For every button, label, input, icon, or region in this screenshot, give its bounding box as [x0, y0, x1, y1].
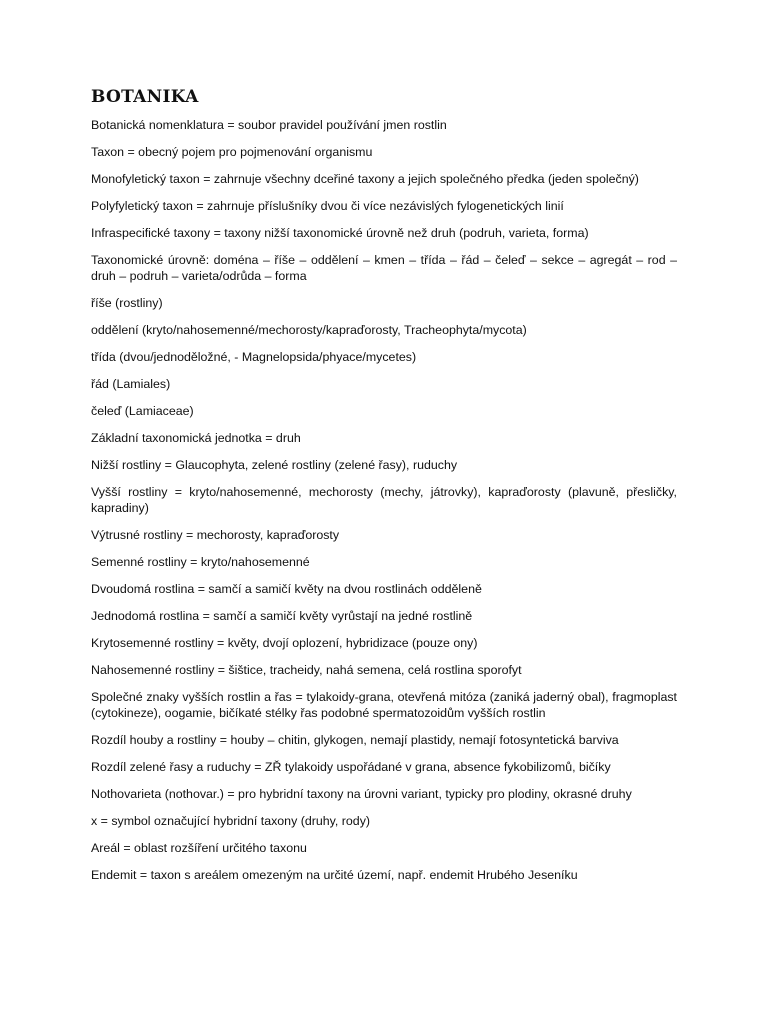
paragraph: Infraspecifické taxony = taxony nižší taxonomické úrovně než druh (podruh, varieta, forma) [91, 226, 589, 240]
paragraph: x = symbol označující hybridní taxony (druhy, rody) [91, 814, 371, 828]
paragraph: Jednodomá rostlina = samčí a samičí květy vyrůstají na jedné rostlině [91, 609, 473, 623]
paragraph: Polyfyletický taxon = zahrnuje příslušníky dvou či více nezávislých fylogenetických linií [91, 199, 564, 213]
document-title: BOTANIKA [91, 87, 199, 107]
paragraph: oddělení (kryto/nahosemenné/mechorosty/kapraďorosty, Tracheophyta/mycota) [91, 323, 527, 337]
paragraph: Dvoudomá rostlina = samčí a samičí květy na dvou rostlinách odděleně [91, 582, 482, 596]
paragraph: řád (Lamiales) [91, 377, 171, 391]
paragraph: Areál = oblast rozšíření určitého taxonu [91, 841, 307, 855]
paragraph: Výtrusné rostliny = mechorosty, kapraďorosty [91, 528, 340, 542]
document-content [91, 86, 677, 894]
paragraph: Endemit = taxon s areálem omezeným na určité území, např. endemit Hrubého Jeseníku [91, 868, 578, 882]
paragraph: Nižší rostliny = Glaucophyta, zelené rostliny (zelené řasy), ruduchy [91, 458, 458, 472]
paragraph: čeleď (Lamiaceae) [91, 404, 194, 418]
paragraph: Monofyletický taxon = zahrnuje všechny dceřiné taxony a jejich společného předka (jeden společný) [91, 172, 639, 186]
paragraph: Taxon = obecný pojem pro pojmenování organismu [91, 145, 373, 159]
paragraph: třída (dvou/jednoděložné, - Magnelopsida/phyace/mycetes) [91, 350, 417, 364]
paragraph: Botanická nomenklatura = soubor pravidel používání jmen rostlin [91, 118, 447, 132]
paragraph: Nothovarieta (nothovar.) = pro hybridní taxony na úrovni variant, typicky pro plodiny, okrasné druhy [91, 787, 632, 801]
paragraph: Rozdíl zelené řasy a ruduchy = ZŘ tylakoidy uspořádané v grana, absence fykobilizomů, bičíky [91, 760, 611, 774]
paragraph: Základní taxonomická jednotka = druh [91, 431, 301, 445]
paragraph: Taxonomické úrovně: doména – říše – oddělení – kmen – třída – řád – čeleď – sekce – agregát – rod – druh – podruh – varieta/odrůda – forma [91, 253, 677, 283]
paragraph: říše (rostliny) [91, 296, 163, 310]
paragraph: Rozdíl houby a rostliny = houby – chitin, glykogen, nemají plastidy, nemají fotosyntetická barviva [91, 733, 619, 747]
paragraph: Semenné rostliny = kryto/nahosemenné [91, 555, 310, 569]
paragraph: Společné znaky vyšších rostlin a řas = tylakoidy-grana, otevřená mitóza (zaniká jaderný obal), fragmoplast (cytokineze), oogamie, bičíkaté stélky řas podobné spermatozoidům vyšších rostlin [91, 690, 677, 720]
paragraph: Krytosemenné rostliny = květy, dvojí oplození, hybridizace (pouze ony) [91, 636, 478, 650]
paragraph: Vyšší rostliny = kryto/nahosemenné, mechorosty (mechy, játrovky), kapraďorosty (plavuně, přesličky, kapradiny) [91, 485, 677, 515]
paragraph: Nahosemenné rostliny = šištice, tracheidy, nahá semena, celá rostlina sporofyt [91, 663, 522, 677]
